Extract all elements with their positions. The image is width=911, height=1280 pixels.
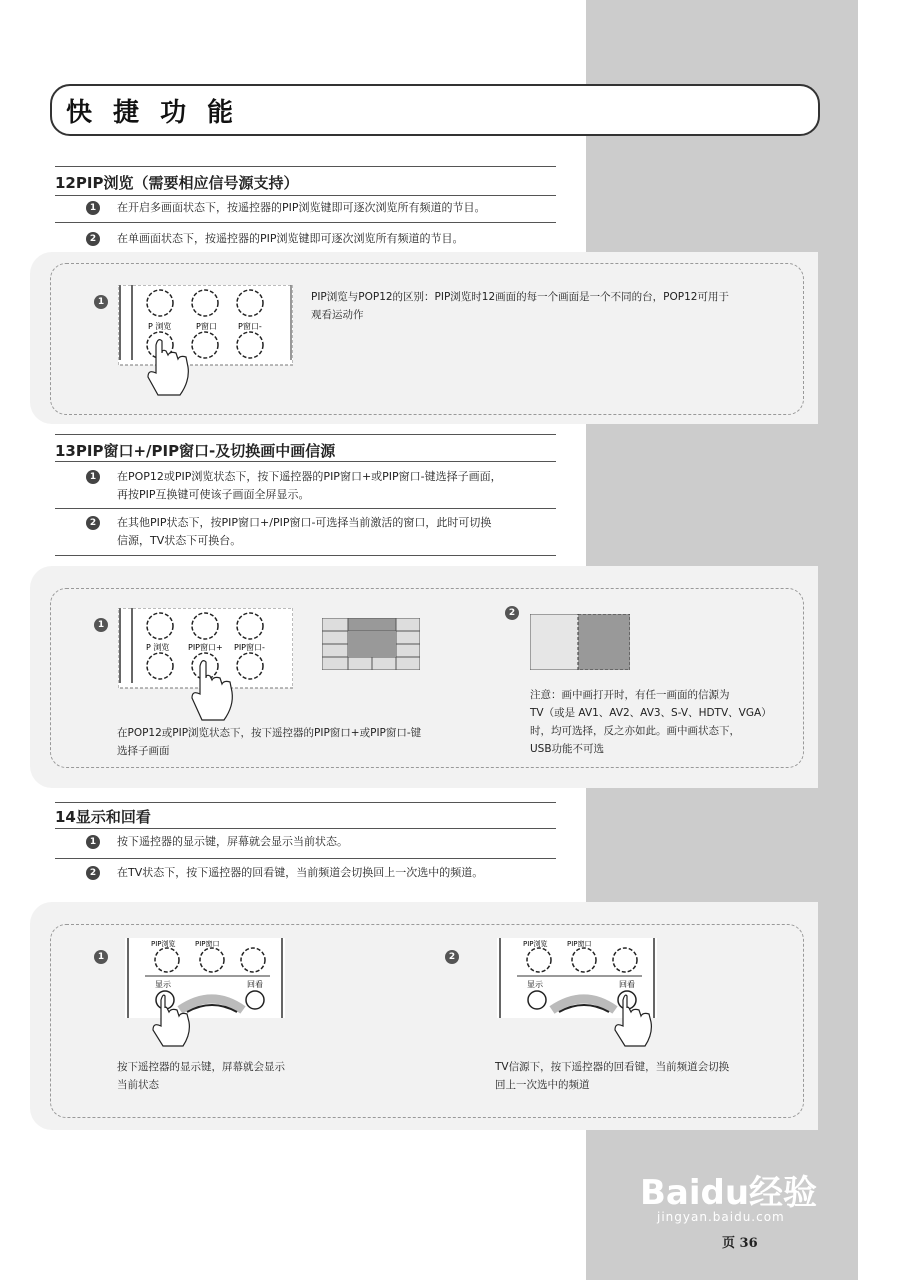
remote-pip-browse-illustration [118,285,293,400]
section-14-panel-note-left [117,1058,417,1094]
section-12-heading: 12PIP浏览（需要相应信号源支持） [55,174,299,192]
remote-label: 显示 [527,980,543,989]
bullet-2-icon: 2 [86,866,100,880]
remote-label: PIP窗口+ [188,643,223,652]
remote-label: 回看 [247,980,263,989]
page-title-box [50,84,820,136]
remote-label: 显示 [155,980,171,989]
remote-pip-window-illustration [118,608,293,726]
marker-1-icon: 1 [94,950,108,964]
remote-label: 回看 [619,980,635,989]
note-line: 观看运动作 [311,309,364,321]
remote-label: PIP窗口 [195,940,220,948]
section-14-item-1: 按下遥控器的显示键，屏幕就会显示当前状态。 [117,835,348,848]
note-line: TV（或是 AV1、AV2、AV3、S-V、HDTV、VGA） [530,707,772,719]
item-line: 再按PIP互换键可使该子画面全屏显示。 [117,488,310,501]
bullet-1-icon: 1 [86,835,100,849]
note-line: 在POP12或PIP浏览状态下，按下遥控器的PIP窗口+或PIP窗口-键 [117,727,422,739]
divider [55,858,556,859]
svg-text:P 浏览: P 浏览 [148,322,172,331]
svg-text:P窗口-: P窗口- [238,322,262,331]
marker-1-icon: 1 [94,295,108,309]
marker-1-icon: 1 [94,618,108,632]
divider [55,828,556,829]
remote-label: PIP窗口 [567,940,592,948]
section-13-heading: 13PIP窗口+/PIP窗口-及切换画中画信源 [55,442,336,460]
page-number: 页 36 [722,1236,758,1251]
divider [55,222,556,223]
section-13-item-1 [117,468,502,504]
marker-2-icon: 2 [505,606,519,620]
item-line: 信源，TV状态下可换台。 [117,534,242,547]
note-line: 按下遥控器的显示键，屏幕就会显示 [117,1061,285,1073]
bullet-1-icon: 1 [86,201,100,215]
divider [55,802,556,803]
note-line: 时，均可选择，反之亦如此。画中画状态下， [530,725,740,737]
divider [55,434,556,435]
item-line: 在其他PIP状态下，按PIP窗口+/PIP窗口-可选择当前激活的窗口，此时可切换 [117,516,492,529]
pip-dual-window-illustration [530,614,630,670]
section-12-item-2: 在单画面状态下，按遥控器的PIP浏览键即可逐次浏览所有频道的节目。 [117,232,464,245]
svg-text:P窗口: P窗口 [196,322,217,331]
section-13-panel-note-left [117,724,497,760]
section-12-item-1: 在开启多画面状态下，按遥控器的PIP浏览键即可逐次浏览所有频道的节目。 [117,201,486,214]
bullet-2-icon: 2 [86,516,100,530]
remote-label: PIP窗口- [234,643,265,652]
note-line: 回上一次选中的频道 [495,1079,590,1091]
note-line: 当前状态 [117,1079,159,1091]
divider [55,508,556,509]
note-line: USB功能不可选 [530,743,605,755]
note-line: TV信源下，按下遥控器的回看键，当前频道会切换 [495,1061,730,1073]
pop12-grid-illustration [322,618,420,670]
watermark-url: jingyan.baidu.com [657,1210,785,1224]
divider [55,461,556,462]
note-line: PIP浏览与POP12的区别：PIP浏览时12画面的每一个画面是一个不同的台，POP12可用于 [311,291,729,303]
section-14-heading: 14显示和回看 [55,808,151,826]
bullet-1-icon: 1 [86,470,100,484]
item-line: 在POP12或PIP浏览状态下，按下遥控器的PIP窗口+或PIP窗口-键选择子画面， [117,470,502,483]
divider [55,555,556,556]
marker-2-icon: 2 [445,950,459,964]
watermark-brand: Baidu经验 [640,1173,818,1213]
section-14-panel-note-right [495,1058,795,1094]
bullet-2-icon: 2 [86,232,100,246]
divider [55,195,556,196]
note-line: 注意：画中画打开时，有任一画面的信源为 [530,689,730,701]
remote-label: PIP浏览 [151,940,176,948]
remote-display-illustration [125,938,285,1048]
section-13-item-2 [117,514,491,550]
page-title: 快 捷 功 能 [66,98,240,128]
note-line: 选择子画面 [117,745,170,757]
remote-label: PIP浏览 [523,940,548,948]
section-12-panel-note [311,288,791,324]
section-14-item-2: 在TV状态下，按下遥控器的回看键，当前频道会切换回上一次选中的频道。 [117,866,484,879]
remote-recall-illustration [497,938,657,1048]
divider [55,166,556,167]
section-13-panel-note-right [530,686,800,758]
remote-label: P 浏览 [146,643,170,652]
